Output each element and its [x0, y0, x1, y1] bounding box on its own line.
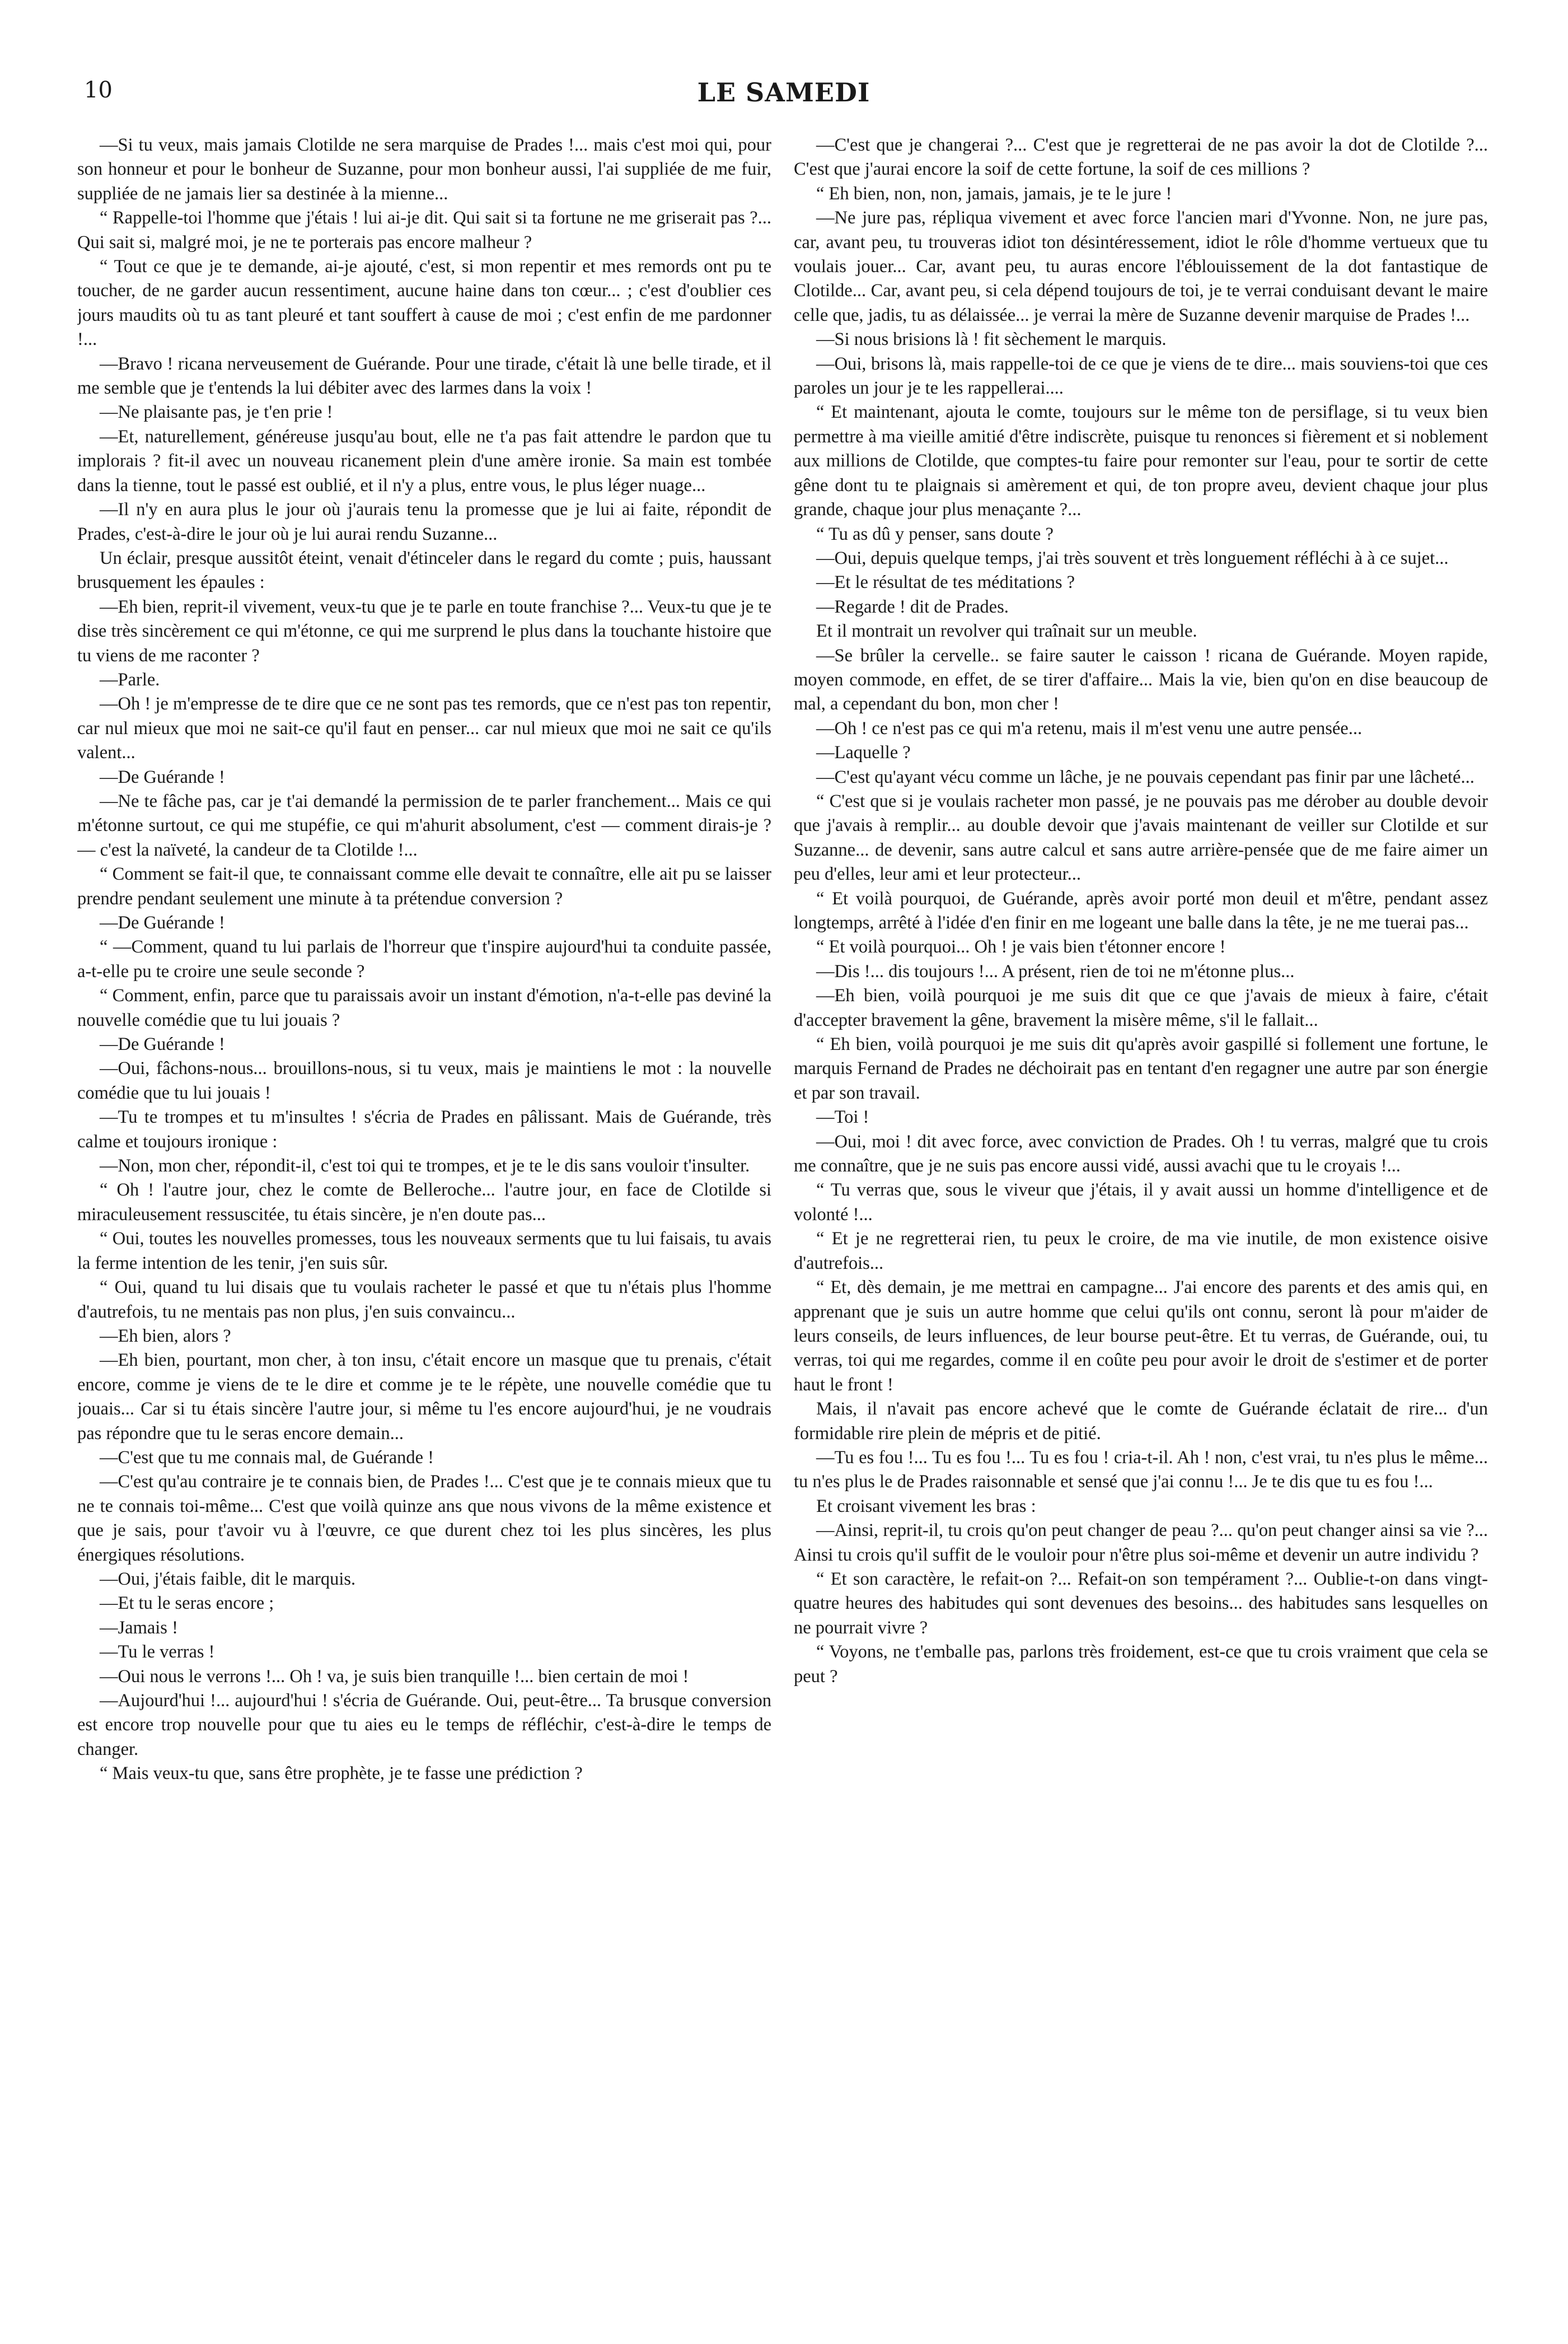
paragraph: —Jamais ! — [100, 1617, 178, 1638]
paragraph: —Regarde ! dit de Prades. — [816, 596, 1009, 617]
paragraph: —Tu le verras ! — [100, 1642, 215, 1663]
paragraph: “ Mais veux-tu que, sans être prophète, je te fasse une prédiction ? — [100, 1763, 583, 1784]
paragraph: —De Guérande ! — [100, 1034, 225, 1055]
paragraph: —Dis !... dis toujours !... A présent, rien de toi ne m'étonne plus... — [816, 961, 1295, 982]
paragraph: —Bravo ! ricana nerveusement de Guérande. Pour une tirade, c'était là une belle tirade, et il me semble que je t'entends la lui débiter avec des larmes dans la voix ! — [77, 353, 771, 399]
paragraph: “ Tu as dû y penser, sans doute ? — [816, 524, 1054, 544]
paragraph: “ Oui, quand tu lui disais que tu voulais racheter le passé et que tu n'étais plus l'homme d'autrefois, tu ne mentais pas non plus, j'en suis convaincu... — [77, 1277, 771, 1322]
paragraph: —Il n'y en aura plus le jour où j'aurais tenu la promesse que je lui ai faite, répondit de Prades, c'est-à-dire le jour où je lui aurai rendu Suzanne... — [77, 499, 771, 544]
paragraph: “ C'est que si je voulais racheter mon passé, je ne pouvais pas me dérober au double devoir que j'avais à remplir... au double devoir que j'avais maintenant de veiller sur Clotilde et sur Suzanne... de devenir, sans autre calcul et sans autre arrière-pensée que de me faire aimer un peu d'elles, leur ami et leur protecteur... — [794, 791, 1488, 885]
paragraph: “ Eh bien, voilà pourquoi je me suis dit qu'après avoir gaspillé si follement une fortune, le marquis Fernand de Prades ne déchoirait pas en tentant d'en regagner une autre par son énergie et par son travail. — [794, 1034, 1488, 1103]
paragraph: —Parle. — [100, 669, 160, 690]
paragraph: “ —Comment, quand tu lui parlais de l'horreur que t'inspire aujourd'hui ta conduite passée, a-t-elle pu te croire une seule seconde ? — [77, 937, 771, 982]
paragraph: “ Comment, enfin, parce que tu paraissais avoir un instant d'émotion, n'a-t-elle pas deviné la nouvelle comédie que tu lui jouais ? — [77, 986, 771, 1030]
paragraph: “ Et son caractère, le refait-on ?... Refait-on son tempérament ?... Oublie-t-on dans vingt-quatre heures des habitudes qui sont devenues des besoins... des habitudes sans lesquelles on ne pourrait vivre ? — [794, 1568, 1488, 1638]
paragraph: —C'est qu'au contraire je te connais bien, de Prades !... C'est que je te connais mieux que tu ne te connais toi-même... C'est que voilà quinze ans que nous vivons de la même existence et que je sais, pour t'avoir vu à l'œuvre, ce que durent chez toi les plus sincères, les plus énergiques résolutions. — [77, 1472, 771, 1565]
paragraph: —Oh ! je m'empresse de te dire que ce ne sont pas tes remords, que ce n'est pas ton repentir, car nul mieux que moi ne sait-ce qu'il faut en penser... car nul mieux que moi ne sait ce qu'ils valent... — [77, 694, 771, 763]
paragraph: —Oui, moi ! dit avec force, avec conviction de Prades. Oh ! tu verras, malgré que tu crois me connaître, que je ne suis pas encore aussi vidé, aussi avachi que tu le croyais !... — [794, 1131, 1488, 1176]
paragraph: —Oui, j'étais faible, dit le marquis. — [100, 1568, 356, 1589]
paragraph: —Ne te fâche pas, car je t'ai demandé la permission de te parler franchement... Mais ce qui m'étonne surtout, ce qui me stupéfie, ce qui m'ahurit absolument, c'est — comment dirais-je ? — c'est la naïveté, la candeur de ta Clotilde !... — [77, 791, 771, 860]
paragraph: —Aujourd'hui !... aujourd'hui ! s'écria de Guérande. Oui, peut-être... Ta brusque conversion est encore trop nouvelle pour que tu aies eu le temps de réfléchir, c'est-à-dire le temps de changer. — [77, 1691, 771, 1759]
paragraph: —Ne plaisante pas, je t'en prie ! — [100, 402, 333, 423]
paragraph: —Eh bien, alors ? — [100, 1325, 231, 1346]
right-column — [794, 133, 1488, 2306]
page-number: 10 — [84, 77, 113, 103]
paragraph: “ Et maintenant, ajouta le comte, toujours sur le même ton de persiflage, si tu veux bien permettre à ma vieille amitié d'être indiscrète, puisque tu renonces si fièrement et si noblement aux millions de Clotilde, que comptes-tu faire pour remonter sur l'eau, pour te sortir de cette gêne dont tu te plaignais si amèrement et qui, de ton propre aveu, devient chaque jour plus grande, chaque jour plus menaçante ?... — [794, 402, 1488, 520]
paragraph: —De Guérande ! — [100, 913, 225, 933]
paragraph: “ Comment se fait-il que, te connaissant comme elle devait te connaître, elle ait pu se laisser prendre pendant seulement une minute à ta prétendue conversion ? — [77, 864, 771, 909]
paragraph: “ Oh ! l'autre jour, chez le comte de Belleroche... l'autre jour, en face de Clotilde si miraculeusement ressuscitée, tu étais sincère, je n'en doute pas... — [77, 1180, 771, 1225]
paragraph: —Eh bien, pourtant, mon cher, à ton insu, c'était encore un masque que tu prenais, c'était encore, comme je viens de te le dire et comme je te le répète, une nouvelle comédie que tu jouais... Car si tu étais sincère l'autre jour, si même tu l'es encore aujourd'hui, je ne voudrais pas répondre que tu le seras encore demain... — [77, 1350, 771, 1444]
paragraph: —C'est que tu me connais mal, de Guérande ! — [100, 1447, 434, 1468]
paragraph: —Si tu veux, mais jamais Clotilde ne sera marquise de Prades !... mais c'est moi qui, pour son honneur et pour le bonheur de Suzanne, pour mon bonheur aussi, l'ai suppliée de me fuir, suppliée de ne jamais lier sa destinée à la mienne... — [77, 135, 771, 204]
paragraph: —Si nous brisions là ! fit sèchement le marquis. — [816, 329, 1167, 350]
paragraph: —Ne jure pas, répliqua vivement et avec force l'ancien mari d'Yvonne. Non, ne jure pas, car, avant peu, tu trouveras idiot ton désintéressement, idiot le rôle d'homme vertueux que tu voulais jouer... Car, avant peu, tu auras encore l'éblouissement de la dot fantastique de Clotilde... Car, avant peu, si cela dépend toujours de toi, je te verrai conduisant devant le maire celle que, jadis, tu as délaissée... je verrai la mère de Suzanne devenir marquise de Prades !... — [794, 208, 1488, 325]
paragraph: —Oui nous le verrons !... Oh ! va, je suis bien tranquille !... bien certain de moi ! — [100, 1666, 689, 1687]
paragraph: “ Oui, toutes les nouvelles promesses, tous les nouveaux serments que tu lui faisais, tu avais la ferme intention de les tenir, j'en suis sûr. — [77, 1229, 771, 1273]
paragraph: —Tu es fou !... Tu es fou !... Tu es fou ! cria-t-il. Ah ! non, c'est vrai, tu n'es plus le même... tu n'es plus le de Prades raisonnable et sensé que j'ai connu !... Je te dis que tu es fou !... — [794, 1447, 1488, 1492]
page-header — [84, 77, 1483, 111]
paragraph: “ Tout ce que je te demande, ai-je ajouté, c'est, si mon repentir et mes remords ont pu te toucher, de ne garder aucun ressentiment, aucune haine dans ton cœur... ; c'est d'oublier ces jours maudits où tu as tant pleuré et tant souffert à cause de moi ; c'est enfin de me pardonner !... — [77, 256, 771, 350]
paragraph: —Oui, depuis quelque temps, j'ai très souvent et très longuement réfléchi à à ce sujet... — [816, 548, 1449, 568]
paragraph: —Et, naturellement, généreuse jusqu'au bout, elle ne t'a pas fait attendre le pardon que tu implorais ? fit-il avec un nouveau ricanement plein d'une amère ironie. Sa main est tombée dans la tienne, tout le passé est oublié, et il n'y a plus, entre vous, le plus léger nuage... — [77, 426, 771, 496]
paragraph: —Oh ! ce n'est pas ce qui m'a retenu, mais il m'est venu une autre pensée... — [816, 718, 1363, 739]
paragraph: —Laquelle ? — [816, 743, 911, 763]
paragraph: “ Et voilà pourquoi... Oh ! je vais bien t'étonner encore ! — [816, 937, 1226, 958]
paragraph: “ Voyons, ne t'emballe pas, parlons très froidement, est-ce que tu crois vraiment que cela se peut ? — [794, 1642, 1488, 1687]
paragraph: —Et tu le seras encore ; — [100, 1593, 274, 1614]
paragraph: —Eh bien, voilà pourquoi je me suis dit que ce que j'avais de mieux à faire, c'était d'accepter bravement la gêne, bravement la misère même, s'il le fallait... — [794, 986, 1488, 1030]
paragraph: “ Rappelle-toi l'homme que j'étais ! lui ai-je dit. Qui sait si ta fortune ne me griserait pas ?... Qui sait si, malgré moi, je ne te porterais pas encore malheur ? — [77, 208, 771, 253]
paragraph: —Non, mon cher, répondit-il, c'est toi qui te trompes, et je te le dis sans vouloir t'insulter. — [100, 1156, 750, 1176]
paragraph: —Ainsi, reprit-il, tu crois qu'on peut changer de peau ?... qu'on peut changer ainsi sa vie ?... Ainsi tu crois qu'il suffit de le vouloir pour n'être plus soi-même et devenir un autre individu ? — [794, 1520, 1488, 1565]
paragraph: —De Guérande ! — [100, 767, 225, 787]
paragraph: —Toi ! — [816, 1107, 869, 1128]
paragraph: “ Et je ne regretterai rien, tu peux le croire, de ma vie inutile, de mon existence oisive d'autrefois... — [794, 1229, 1488, 1273]
paragraph: Un éclair, presque aussitôt éteint, venait d'étinceler dans le regard du comte ; puis, haussant brusquement les épaules : — [77, 548, 771, 593]
paragraph: —Se brûler la cervelle.. se faire sauter le caisson ! ricana de Guérande. Moyen rapide, moyen commode, en effet, de se tirer d'affaire... Mais la vie, bien qu'on en dise beaucoup de mal, a cependant du bon, mon cher ! — [794, 645, 1488, 715]
paragraph: “ Tu verras que, sous le viveur que j'étais, il y avait aussi un homme d'intelligence et de volonté !... — [794, 1180, 1488, 1225]
journal-title: LE SAMEDI — [697, 77, 870, 108]
paragraph: —Oui, fâchons-nous... brouillons-nous, si tu veux, mais je maintiens le mot : la nouvelle comédie que tu lui jouais ! — [77, 1058, 771, 1103]
paragraph: “ Et voilà pourquoi, de Guérande, après avoir porté mon deuil et m'être, pendant assez longtemps, arrêté à l'idée d'en finir en me logeant une balle dans la tête, je ne me tuerai pas... — [794, 888, 1488, 933]
paragraph: —Oui, brisons là, mais rappelle-toi de ce que je viens de te dire... mais souviens-toi que ces paroles un jour je te les rappellerai.... — [794, 353, 1488, 399]
paragraph: Et il montrait un revolver qui traînait sur un meuble. — [816, 621, 1197, 642]
paragraph: —Tu te trompes et tu m'insultes ! s'écria de Prades en pâlissant. Mais de Guérande, très calme et toujours ironique : — [77, 1107, 771, 1152]
paragraph: “ Eh bien, non, non, jamais, jamais, je te le jure ! — [816, 183, 1172, 204]
paragraph: —Eh bien, reprit-il vivement, veux-tu que je te parle en toute franchise ?... Veux-tu que je te dise très sincèrement ce qui m'étonne, ce qui me surprend le plus dans la touchante histoire que tu viens de me raconter ? — [77, 596, 771, 666]
paragraph: “ Et, dès demain, je me mettrai en campagne... J'ai encore des parents et des amis qui, en apprenant que je suis un autre homme que celui qu'ils ont connu, seront là pour m'aider de leurs conseils, de leurs influences, de leur bourse peut-être. Et tu verras, de Guérande, oui, tu verras, toi qui me regardes, comme il en coûte peu pour avoir le droit de s'estimer et de porter haut le front ! — [794, 1277, 1488, 1395]
paragraph: —Et le résultat de tes méditations ? — [816, 572, 1075, 593]
paragraph: Et croisant vivement les bras : — [816, 1496, 1036, 1516]
paragraph: Mais, il n'avait pas encore achevé que le comte de Guérande éclatait de rire... d'un formidable rire plein de mépris et de pitié. — [794, 1399, 1488, 1444]
paragraph: —C'est que je changerai ?... C'est que je regretterai de ne pas avoir la dot de Clotilde ?... C'est que j'aurai encore la soif de cette fortune, la soif de ces millions ? — [794, 135, 1488, 180]
paragraph: —C'est qu'ayant vécu comme un lâche, je ne pouvais cependant pas finir par une lâcheté... — [816, 767, 1475, 787]
left-column — [77, 133, 771, 2306]
